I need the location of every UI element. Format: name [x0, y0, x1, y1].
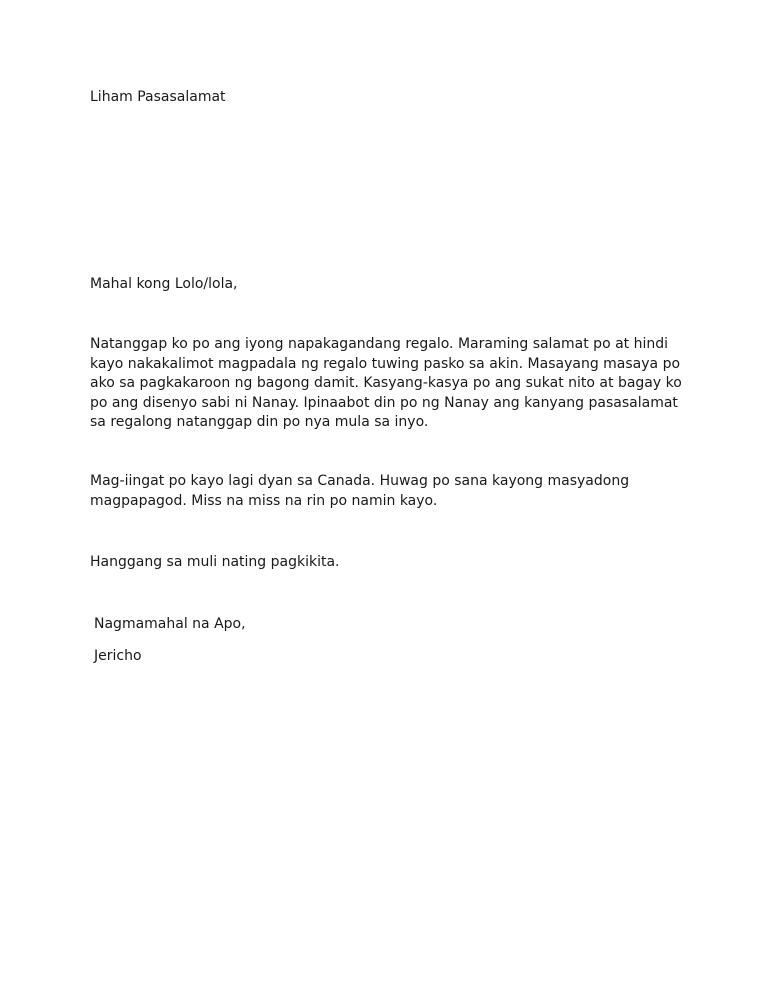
paragraph-line: magpapagod. Miss na miss na rin po namin kayo.	[90, 492, 438, 509]
paragraph-line: Mag-iingat po kayo lagi dyan sa Canada. Huwag po sana kayong masyadong	[90, 473, 630, 489]
document-title: Liham Pasasalamat	[90, 89, 226, 105]
paragraph-line: sa regalong natanggap din po nya mula sa inyo.	[90, 414, 429, 430]
paragraph-line: kayo nakakalimot magpadala ng regalo tuwing pasko sa akin. Masayang masaya po	[90, 355, 681, 372]
paragraph-line: ako sa pagkakaroon ng bagong damit. Kasyang-kasya po ang sukat nito at bagay ko	[90, 375, 682, 391]
complimentary-close: Nagmamahal na Apo,	[94, 616, 246, 632]
paragraph-line: Natanggap ko po ang iyong napakagandang regalo. Maraming salamat po at hindi	[90, 336, 669, 352]
paragraph-line: po ang disenyo sabi ni Nanay. Ipinaabot din po ng Nanay ang kanyang pasasalamat	[90, 394, 678, 411]
closing-line: Hanggang sa muli nating pagkikita.	[90, 554, 340, 570]
salutation: Mahal kong Lolo/lola,	[90, 276, 238, 292]
body-paragraph-1	[90, 335, 690, 433]
signature: Jericho	[94, 648, 142, 664]
body-paragraph-2	[90, 472, 690, 511]
